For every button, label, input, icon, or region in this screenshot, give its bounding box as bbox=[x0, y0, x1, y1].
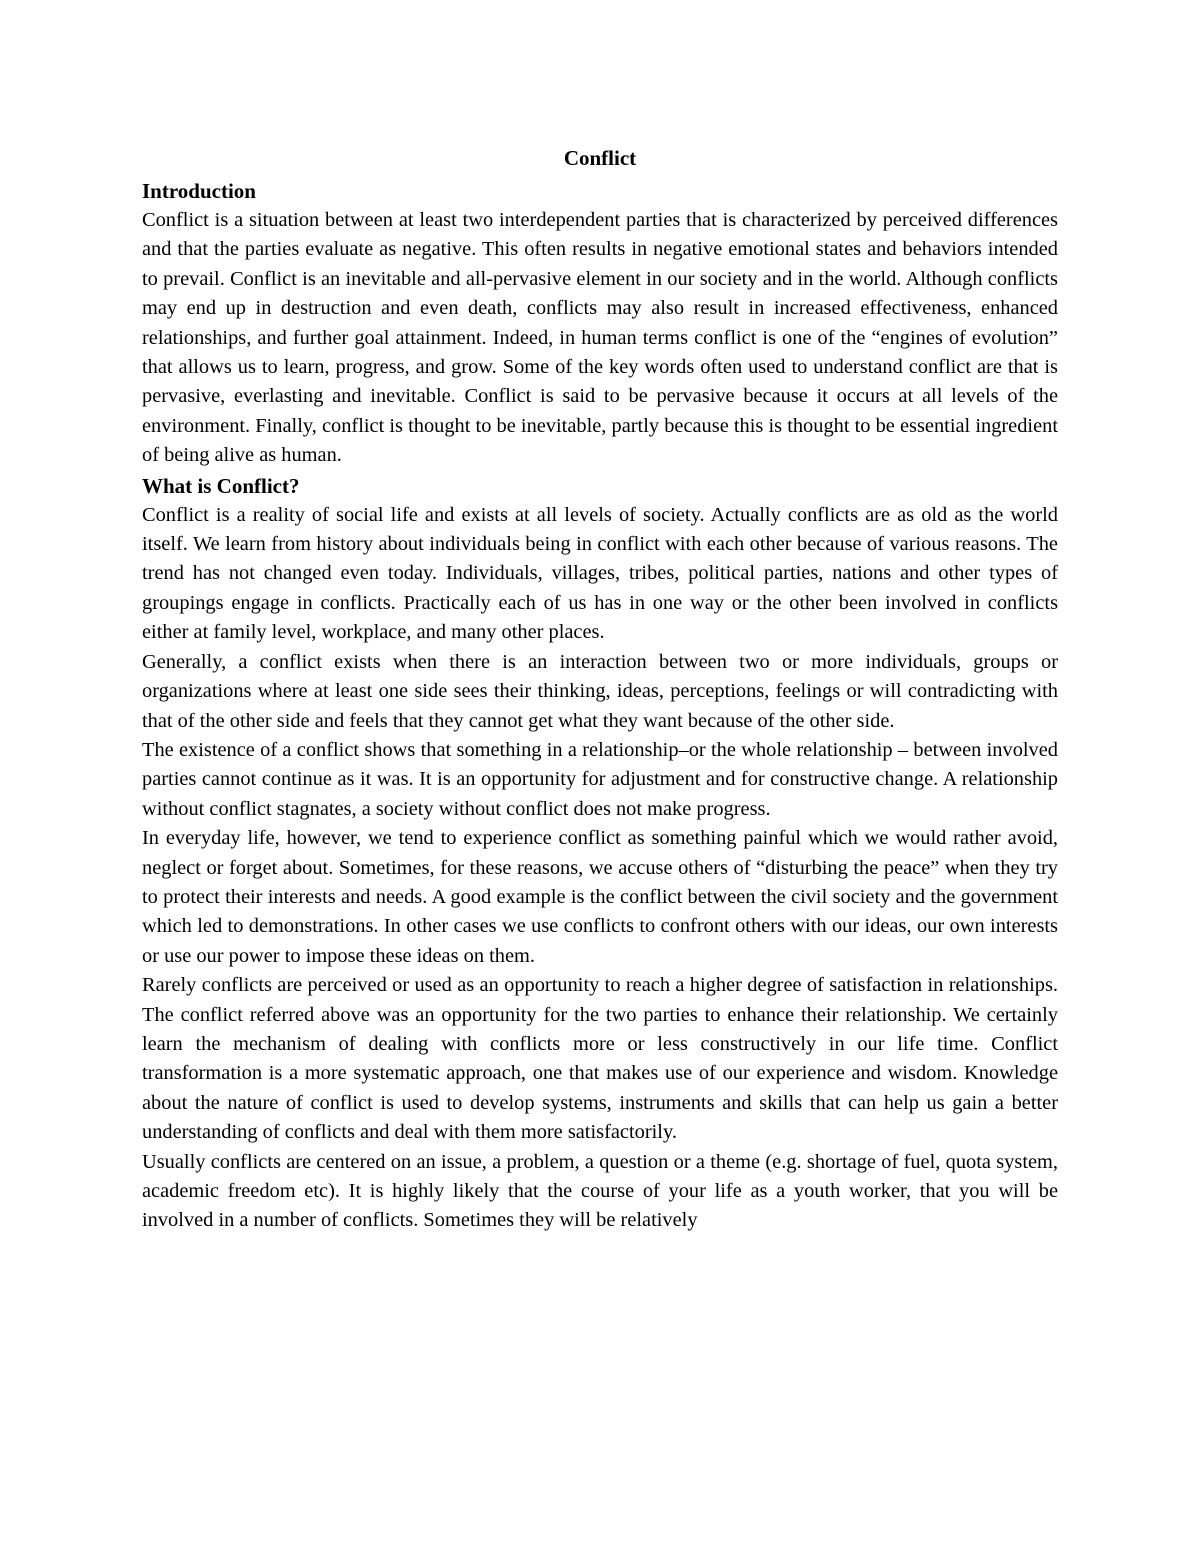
paragraph: Generally, a conflict exists when there is an interaction between two or more individuals, groups or organizations where at least one side sees their thinking, ideas, perceptions, feelings or will contradicting with that of the other side and feels that they cannot get what they want because of the other side. bbox=[142, 650, 1058, 732]
section-what-is-conflict bbox=[142, 471, 1058, 1236]
paragraph: Conflict is a situation between at least two interdependent parties that is characterized by perceived differences and that the parties evaluate as negative. This often results in negative emotional states and behaviors intended to prevail. Conflict is an inevitable and all-pervasive element in our society and in the world. Although conflicts may end up in destruction and even death, conflicts may also result in increased effectiveness, enhanced relationships, and further goal attainment. Indeed, in human terms conflict is one of the “engines of evolution” that allows us to learn, progress, and grow. Some of the key words often used to understand conflict are that is pervasive, everlasting and inevitable. Conflict is said to be pervasive because it occurs at all levels of the environment. Finally, conflict is thought to be inevitable, partly because this is thought to be essential ingredient of being alive as human. bbox=[142, 209, 1058, 467]
document-title: Conflict bbox=[563, 146, 637, 170]
paragraph: The existence of a conflict shows that something in a relationship–or the whole relationship – between involved parties cannot continue as it was. It is an opportunity for adjustment and for constructive change. A relationship without conflict stagnates, a society without conflict does not make progress. bbox=[142, 738, 1058, 820]
document-page bbox=[142, 142, 1058, 1236]
paragraph: Rarely conflicts are perceived or used as an opportunity to reach a higher degree of satisfaction in relationships. The conflict referred above was an opportunity for the two parties to enhance their relationship. We certainly learn the mechanism of dealing with conflicts more or less constructively in our life time. Conflict transformation is a more systematic approach, one that makes use of our experience and wisdom. Knowledge about the nature of conflict is used to develop systems, instruments and skills that can help us gain a better understanding of conflicts and deal with them more satisfactorily. bbox=[142, 974, 1058, 1144]
section-heading: Introduction bbox=[142, 179, 256, 203]
paragraph: Usually conflicts are centered on an issue, a problem, a question or a theme (e.g. shortage of fuel, quota system, academic freedom etc). It is highly likely that the course of your life as a youth worker, that you will be involved in a number of conflicts. Sometimes they will be relatively bbox=[142, 1150, 1058, 1232]
paragraph: In everyday life, however, we tend to experience conflict as something painful which we would rather avoid, neglect or forget about. Sometimes, for these reasons, we accuse others of “disturbing the peace” when they try to protect their interests and needs. A good example is the conflict between the civil society and the government which led to demonstrations. In other cases we use conflicts to confront others with our ideas, our own interests or use our power to impose these ideas on them. bbox=[142, 827, 1058, 967]
section-heading: What is Conflict? bbox=[142, 473, 300, 498]
section-introduction bbox=[142, 176, 1058, 471]
paragraph: Conflict is a reality of social life and exists at all levels of society. Actually conflicts are as old as the world itself. We learn from history about individuals being in conflict with each other because of various reasons. The trend has not changed even today. Individuals, villages, tribes, political parties, nations and other types of groupings engage in conflicts. Practically each of us has in one way or the other been involved in conflicts either at family level, workplace, and many other places. bbox=[142, 503, 1058, 644]
